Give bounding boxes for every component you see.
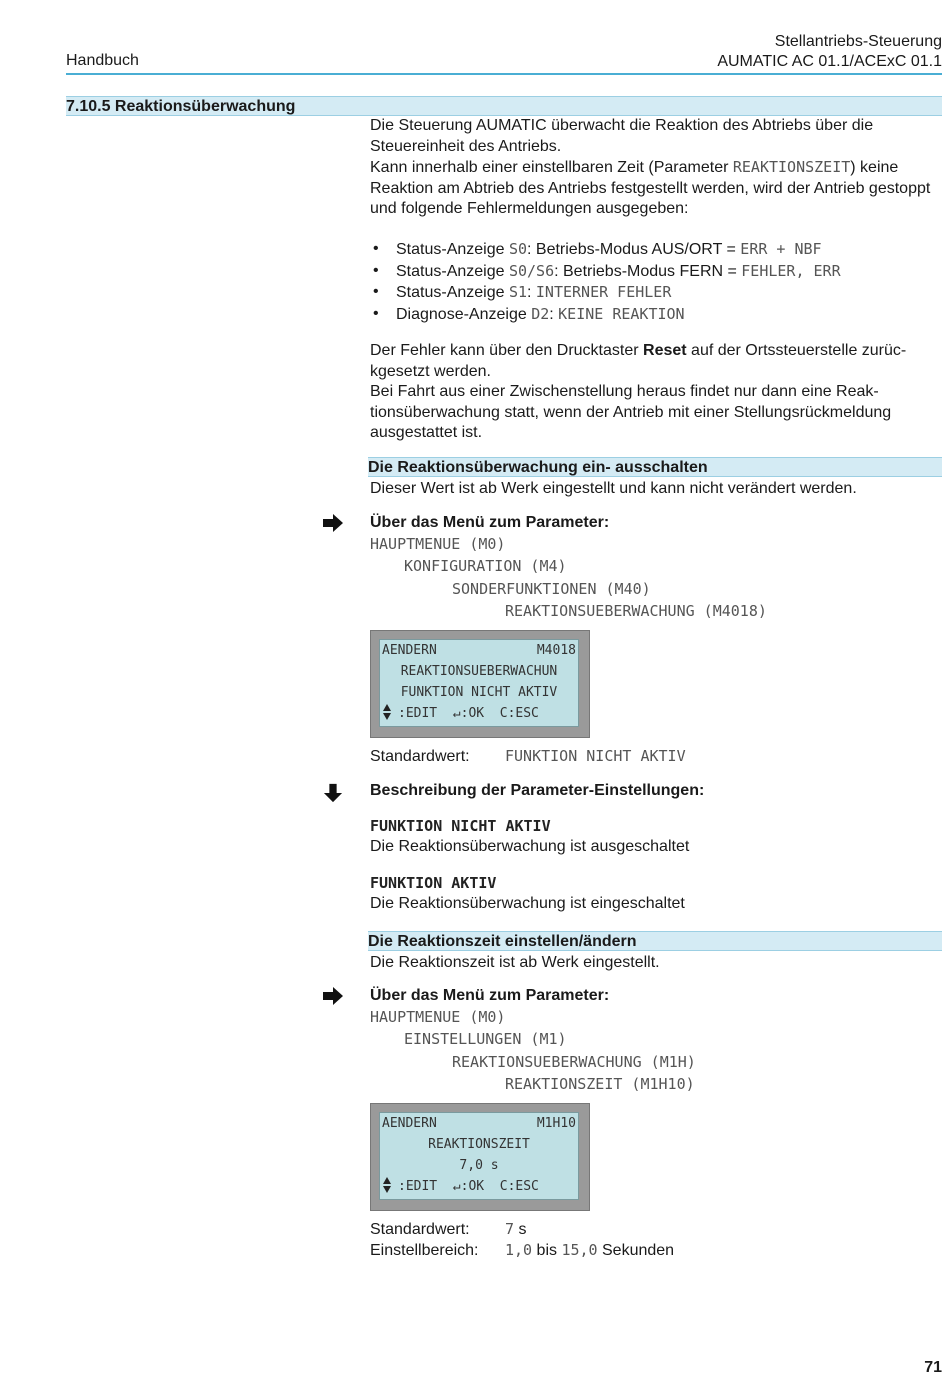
default-label: Standardwert: <box>370 1221 470 1238</box>
subsection-title-bar-1 <box>368 457 942 477</box>
menu-path-item: HAUPTMENUE (M0) <box>370 535 506 553</box>
section-title-bar <box>66 96 942 116</box>
default-label: Standardwert: <box>370 748 470 765</box>
param-name-code: REAKTIONSZEIT <box>732 158 851 176</box>
subsection-title-2: Die Reaktionszeit einstellen/ändern <box>368 933 637 950</box>
lcd-display-m1h10 <box>370 1103 590 1211</box>
list-item: • Status-Anzeige S0: Betriebs-Modus AUS/ORT = ERR + NBF <box>370 239 944 261</box>
reset-keyword: Reset <box>643 342 687 359</box>
header-title-line1: Stellantriebs-Steuerung <box>774 33 942 50</box>
intro-paragraph-2: Kann innerhalb einer einstellbaren Zeit (Parameter REAKTIONSZEIT) keine Reaktion am Abtrieb des Antriebs festgestellt werden, wird der Antrieb gestoppt und folgende Fehlermeldungen ausgegeben: <box>370 158 931 217</box>
header-product-title <box>717 32 942 72</box>
up-down-arrows-icon <box>382 703 392 728</box>
list-item: • Status-Anzeige S0/S6: Betriebs-Modus FERN = FEHLER, ERR <box>370 261 944 283</box>
lcd-param-value: 7,0 s <box>459 1158 499 1173</box>
menu-path-2 <box>370 1006 944 1095</box>
menu-path-item: KONFIGURATION (M4) <box>404 557 567 576</box>
reset-paragraph: Der Fehler kann über den Drucktaster Reset auf der Ortssteuerstelle zurüc- kgesetzt werden. <box>370 342 907 380</box>
lcd-mode-label: AENDERN <box>382 1116 437 1131</box>
subsection-1-text: Dieser Wert ist ab Werk eingestellt und kann nicht verändert werden. <box>370 480 857 497</box>
header-divider <box>66 73 942 75</box>
range-label: Einstellbereich: <box>370 1242 479 1259</box>
intermediate-position-paragraph: Bei Fahrt aus einer Zwischenstellung heraus findet nur dann eine Reak- tionsüberwachung statt, wenn der Antrieb mit einer Stellungsrückmeldung ausgestattet ist. <box>370 383 892 441</box>
subsection-2-text: Die Reaktionszeit ist ab Werk eingestellt. <box>370 954 660 971</box>
option-desc-inactive: Die Reaktionsüberwachung ist ausgeschaltet <box>370 838 690 855</box>
lcd-menu-code: M4018 <box>536 643 576 658</box>
arrow-right-icon <box>322 986 344 1006</box>
default-value: FUNKTION NICHT AKTIV <box>505 747 686 765</box>
setting-range-row: Einstellbereich: 1,0 bis 15,0 Sekunden <box>370 1241 675 1259</box>
menu-path-item: REAKTIONSUEBERWACHUNG (M1H) <box>452 1052 696 1071</box>
menu-path-1 <box>370 533 944 622</box>
menu-path-item: REAKTIONSZEIT (M1H10) <box>505 1074 695 1093</box>
menu-path-item: EINSTELLUNGEN (M1) <box>404 1030 567 1049</box>
arrow-right-icon <box>322 513 344 533</box>
lcd-key-hints: :EDIT ↵:OK C:ESC <box>398 1179 539 1194</box>
menu-path-item: HAUPTMENUE (M0) <box>370 1008 506 1026</box>
option-name-active: FUNKTION AKTIV <box>370 874 497 892</box>
subsection-title-bar-2 <box>368 931 942 951</box>
menu-path-item: SONDERFUNKTIONEN (M40) <box>452 579 651 598</box>
option-desc-active: Die Reaktionsüberwachung ist eingeschaltet <box>370 895 685 912</box>
lcd-key-hints: :EDIT ↵:OK C:ESC <box>398 706 539 721</box>
reset-info-block <box>370 341 944 444</box>
arrow-down-icon <box>322 783 344 803</box>
lcd-param-name: REAKTIONSZEIT <box>428 1137 530 1152</box>
default-value-row-2 <box>370 1219 526 1240</box>
range-unit: Sekunden <box>597 1242 675 1259</box>
default-unit: s <box>514 1221 527 1238</box>
list-item: • Status-Anzeige S1: INTERNER FEHLER <box>370 282 944 304</box>
menu-heading-1: Über das Menü zum Parameter: <box>370 514 610 531</box>
list-item: • Diagnose-Anzeige D2: KEINE REAKTION <box>370 304 944 326</box>
intro-block <box>370 116 944 220</box>
menu-heading-2: Über das Menü zum Parameter: <box>370 987 610 1004</box>
default-number: 7 <box>505 1220 515 1238</box>
menu-path-item: REAKTIONSUEBERWACHUNG (M4018) <box>505 601 767 620</box>
up-down-arrows-icon <box>382 1176 392 1201</box>
default-value-row-1 <box>370 746 686 767</box>
section-title: 7.10.5 Reaktionsüberwachung <box>66 98 296 115</box>
lcd-param-value: FUNKTION NICHT AKTIV <box>400 685 558 700</box>
error-message-list <box>370 239 944 325</box>
header-title-line2: AUMATIC AC 01.1/ACExC 01.1 <box>717 53 942 70</box>
option-name-inactive: FUNKTION NICHT AKTIV <box>370 817 551 835</box>
description-heading: Beschreibung der Parameter-Einstellungen: <box>370 782 705 799</box>
lcd-mode-label: AENDERN <box>382 643 437 658</box>
header-manual-label: Handbuch <box>66 52 139 69</box>
lcd-menu-code: M1H10 <box>536 1116 576 1131</box>
intro-paragraph-1: Die Steuerung AUMATIC überwacht die Reaktion des Abtriebs über die Steuereinheit des Antriebs. <box>370 117 874 155</box>
lcd-param-name: REAKTIONSUEBERWACHUN <box>400 664 558 679</box>
lcd-display-m4018 <box>370 630 590 738</box>
subsection-title-1: Die Reaktionsüberwachung ein- ausschalten <box>368 459 708 476</box>
page-number: 71 <box>924 1359 942 1376</box>
range-to: 15,0 <box>561 1241 598 1259</box>
range-from: 1,0 <box>505 1241 533 1259</box>
